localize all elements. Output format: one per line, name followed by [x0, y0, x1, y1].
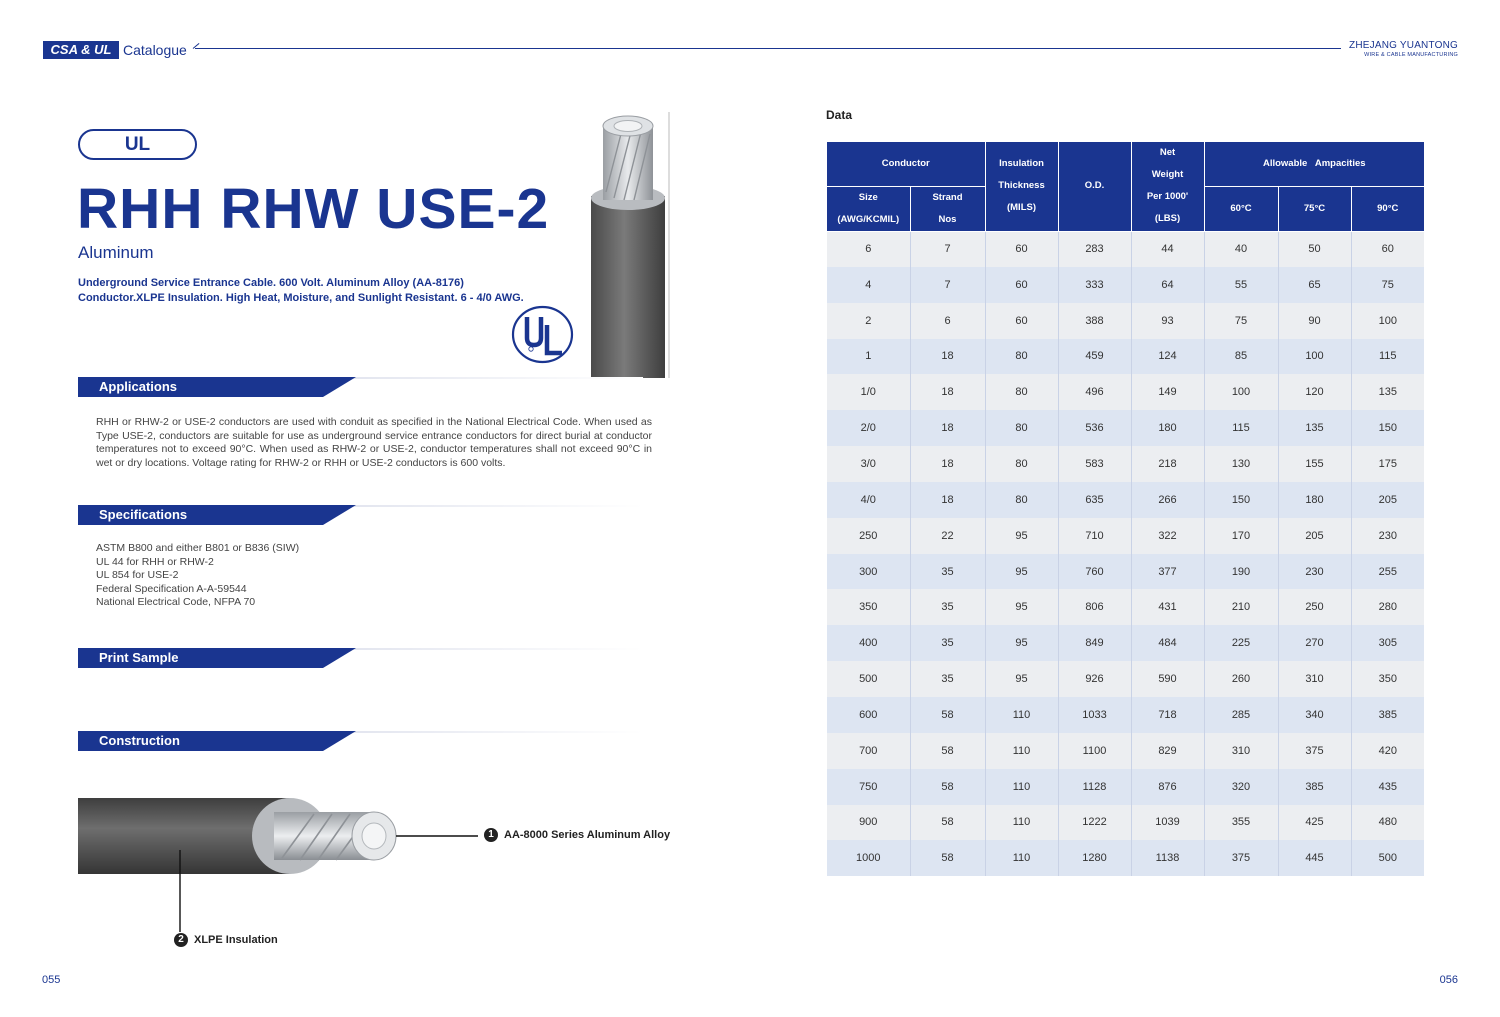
header-line: Size	[858, 191, 878, 203]
table-cell: 180	[1131, 410, 1204, 446]
table-cell: 322	[1131, 518, 1204, 554]
table-cell: 283	[1058, 231, 1131, 267]
description-line: Conductor.XLPE Insulation. High Heat, Moisture, and Sunlight Resistant. 6 - 4/0 AWG.	[78, 292, 524, 304]
table-cell: 280	[1351, 589, 1424, 625]
table-row	[827, 840, 1424, 876]
construction-header	[78, 731, 643, 751]
table-cell: 300	[827, 554, 910, 590]
table-cell: 385	[1278, 769, 1351, 805]
data-table-body	[827, 231, 1424, 876]
table-cell: 2	[827, 303, 910, 339]
table-cell: 95	[985, 625, 1058, 661]
table-cell: 35	[910, 625, 985, 661]
table-cell: 500	[1351, 840, 1424, 876]
table-cell: 110	[985, 733, 1058, 769]
table-cell: 18	[910, 374, 985, 410]
construction-title: Construction	[99, 733, 180, 748]
table-cell: 1100	[1058, 733, 1131, 769]
header-od: O.D.	[1058, 142, 1131, 231]
table-row	[827, 733, 1424, 769]
table-cell: 135	[1278, 410, 1351, 446]
table-cell: 1138	[1131, 840, 1204, 876]
table-cell: 350	[1351, 661, 1424, 697]
table-cell: 388	[1058, 303, 1131, 339]
table-cell: 4/0	[827, 482, 910, 518]
table-row	[827, 589, 1424, 625]
table-cell: 95	[985, 661, 1058, 697]
table-cell: 60	[985, 267, 1058, 303]
applications-text: RHH or RHW-2 or USE-2 conductors are used with conduit as specified in the National Electrical Code. When used as Type USE-2, conductors are suitable for use as underground service entrance conductors for direct burial at conductor temperatures not to exceed 90°C. When used as RHW-2 or USE-2, conductor temperatures shall not exceed 90°C in wet or dry locations. Voltage rating for RHW-2 or RHH or USE-2 conductors is 600 volts.	[96, 416, 652, 469]
table-cell: 900	[827, 805, 910, 841]
table-cell: 18	[910, 446, 985, 482]
header-line: Weight	[1151, 169, 1184, 181]
table-cell: 218	[1131, 446, 1204, 482]
company-logo-text	[1349, 40, 1458, 59]
header-size	[827, 186, 910, 231]
table-cell: 110	[985, 769, 1058, 805]
data-table	[827, 142, 1424, 876]
table-cell: 58	[910, 697, 985, 733]
table-cell: 210	[1204, 589, 1278, 625]
table-cell: 80	[985, 482, 1058, 518]
construction-label-insulation	[174, 933, 278, 947]
table-cell: 2/0	[827, 410, 910, 446]
table-cell: 75	[1351, 267, 1424, 303]
table-cell: 266	[1131, 482, 1204, 518]
table-cell: 60	[1351, 231, 1424, 267]
construction-label-conductor	[484, 828, 670, 842]
table-cell: 270	[1278, 625, 1351, 661]
table-cell: 484	[1131, 625, 1204, 661]
table-cell: 90	[1278, 303, 1351, 339]
table-cell: 333	[1058, 267, 1131, 303]
table-cell: 60	[985, 303, 1058, 339]
table-cell: 1128	[1058, 769, 1131, 805]
catalogue-badge: CSA & UL	[43, 41, 119, 59]
cable-construction-diagram	[78, 794, 678, 954]
page-number-left: 055	[42, 974, 61, 986]
table-cell: 355	[1204, 805, 1278, 841]
table-cell: 135	[1351, 374, 1424, 410]
header-conductor: Conductor	[827, 142, 985, 186]
header-60c: 60°C	[1204, 186, 1278, 231]
table-row	[827, 339, 1424, 375]
spec-item: UL 854 for USE-2	[96, 569, 179, 582]
table-cell: 80	[985, 410, 1058, 446]
table-cell: 600	[827, 697, 910, 733]
table-cell: 710	[1058, 518, 1131, 554]
table-cell: 115	[1204, 410, 1278, 446]
header-75c: 75°C	[1278, 186, 1351, 231]
ul-listed-mark-icon	[511, 305, 574, 364]
cable-photo	[586, 112, 670, 378]
table-cell: 175	[1351, 446, 1424, 482]
product-title: RHH RHW USE-2	[77, 177, 550, 241]
company-name: ZHEJANG YUANTONG	[1349, 40, 1458, 51]
table-cell: 58	[910, 769, 985, 805]
table-cell: 230	[1278, 554, 1351, 590]
table-cell: 420	[1351, 733, 1424, 769]
table-cell: 95	[985, 518, 1058, 554]
table-cell: 100	[1351, 303, 1424, 339]
table-cell: 806	[1058, 589, 1131, 625]
table-cell: 340	[1278, 697, 1351, 733]
table-cell: 285	[1204, 697, 1278, 733]
table-cell: 1000	[827, 840, 910, 876]
table-cell: 431	[1131, 589, 1204, 625]
header-ampacities: Allowable Ampacities	[1204, 142, 1424, 186]
table-cell: 1/0	[827, 374, 910, 410]
table-cell: 3/0	[827, 446, 910, 482]
table-cell: 459	[1058, 339, 1131, 375]
table-cell: 718	[1131, 697, 1204, 733]
table-cell: 4	[827, 267, 910, 303]
table-cell: 110	[985, 805, 1058, 841]
table-cell: 110	[985, 840, 1058, 876]
header-90c: 90°C	[1351, 186, 1424, 231]
table-row	[827, 625, 1424, 661]
table-cell: 260	[1204, 661, 1278, 697]
table-cell: 375	[1204, 840, 1278, 876]
table-cell: 180	[1278, 482, 1351, 518]
header-line: Per 1000'	[1146, 191, 1189, 203]
table-row	[827, 805, 1424, 841]
print-sample-title: Print Sample	[99, 650, 179, 665]
print-sample-header	[78, 648, 643, 668]
company-tagline: WIRE & CABLE MANUFACTURING	[1364, 52, 1458, 58]
table-cell: 64	[1131, 267, 1204, 303]
table-cell: 375	[1278, 733, 1351, 769]
table-row	[827, 374, 1424, 410]
specifications-header	[78, 505, 643, 525]
applications-title: Applications	[99, 379, 178, 394]
description-line: Underground Service Entrance Cable. 600 Volt. Aluminum Alloy (AA-8176)	[78, 277, 464, 289]
table-cell: 849	[1058, 625, 1131, 661]
label-text: XLPE Insulation	[194, 933, 278, 946]
table-cell: 58	[910, 733, 985, 769]
table-cell: 149	[1131, 374, 1204, 410]
table-cell: 829	[1131, 733, 1204, 769]
table-cell: 205	[1278, 518, 1351, 554]
table-cell: 95	[985, 554, 1058, 590]
table-cell: 18	[910, 410, 985, 446]
table-cell: 7	[910, 231, 985, 267]
table-cell: 100	[1204, 374, 1278, 410]
table-row	[827, 554, 1424, 590]
table-cell: 876	[1131, 769, 1204, 805]
header-line: (AWG/KCMIL)	[837, 213, 900, 225]
page-number-right: 056	[1439, 974, 1458, 986]
table-cell: 377	[1131, 554, 1204, 590]
table-cell: 250	[1278, 589, 1351, 625]
header-strand	[910, 186, 985, 231]
table-cell: 445	[1278, 840, 1351, 876]
table-cell: 1033	[1058, 697, 1131, 733]
table-cell: 85	[1204, 339, 1278, 375]
spec-item: ASTM B800 and either B801 or B836 (SIW)	[96, 542, 300, 554]
header-weight	[1131, 142, 1204, 231]
table-cell: 75	[1204, 303, 1278, 339]
table-cell: 1039	[1131, 805, 1204, 841]
table-cell: 425	[1278, 805, 1351, 841]
table-cell: 700	[827, 733, 910, 769]
table-cell: 310	[1204, 733, 1278, 769]
header-line: (MILS)	[1006, 202, 1037, 214]
table-cell: 750	[827, 769, 910, 805]
table-row	[827, 446, 1424, 482]
table-cell: 150	[1204, 482, 1278, 518]
table-row	[827, 410, 1424, 446]
table-row	[827, 661, 1424, 697]
table-row	[827, 769, 1424, 805]
table-cell: 1	[827, 339, 910, 375]
spec-item: UL 44 for RHH or RHW-2	[96, 555, 214, 568]
table-cell: 58	[910, 840, 985, 876]
table-cell: 130	[1204, 446, 1278, 482]
header-line: Strand	[932, 191, 963, 203]
standard-pill: UL	[78, 129, 197, 160]
spec-item: National Electrical Code, NFPA 70	[96, 596, 256, 609]
table-cell: 18	[910, 339, 985, 375]
header-line: Insulation	[999, 158, 1044, 170]
table-cell: 310	[1278, 661, 1351, 697]
table-cell: 55	[1204, 267, 1278, 303]
table-cell: 385	[1351, 697, 1424, 733]
table-row	[827, 231, 1424, 267]
table-cell: 18	[910, 482, 985, 518]
header-line: Thickness	[998, 180, 1045, 192]
table-cell: 35	[910, 589, 985, 625]
label-number-icon: 2	[174, 933, 188, 947]
header-line: Nos	[938, 213, 957, 225]
applications-header	[78, 377, 643, 397]
table-cell: 35	[910, 554, 985, 590]
table-cell: 1280	[1058, 840, 1131, 876]
table-cell: 435	[1351, 769, 1424, 805]
table-cell: 35	[910, 661, 985, 697]
table-cell: 1222	[1058, 805, 1131, 841]
table-cell: 230	[1351, 518, 1424, 554]
table-cell: 320	[1204, 769, 1278, 805]
table-cell: 6	[910, 303, 985, 339]
table-cell: 190	[1204, 554, 1278, 590]
table-row	[827, 303, 1424, 339]
table-cell: 350	[827, 589, 910, 625]
table-cell: 305	[1351, 625, 1424, 661]
table-cell: 496	[1058, 374, 1131, 410]
table-cell: 80	[985, 374, 1058, 410]
table-cell: 50	[1278, 231, 1351, 267]
table-cell: 58	[910, 805, 985, 841]
product-material: Aluminum	[78, 243, 154, 262]
table-cell: 40	[1204, 231, 1278, 267]
header-line: Net	[1159, 147, 1176, 159]
table-row	[827, 267, 1424, 303]
table-row	[827, 697, 1424, 733]
table-cell: 155	[1278, 446, 1351, 482]
table-cell: 590	[1131, 661, 1204, 697]
table-cell: 583	[1058, 446, 1131, 482]
table-cell: 110	[985, 697, 1058, 733]
specifications-title: Specifications	[99, 507, 188, 522]
table-cell: 124	[1131, 339, 1204, 375]
table-cell: 926	[1058, 661, 1131, 697]
table-cell: 635	[1058, 482, 1131, 518]
table-cell: 22	[910, 518, 985, 554]
table-cell: 100	[1278, 339, 1351, 375]
table-row	[827, 518, 1424, 554]
specifications-list	[96, 542, 652, 610]
table-cell: 760	[1058, 554, 1131, 590]
header-line: (LBS)	[1154, 213, 1181, 225]
table-cell: 44	[1131, 231, 1204, 267]
table-cell: 60	[985, 231, 1058, 267]
table-cell: 6	[827, 231, 910, 267]
table-cell: 80	[985, 339, 1058, 375]
table-cell: 65	[1278, 267, 1351, 303]
table-cell: 400	[827, 625, 910, 661]
table-cell: 170	[1204, 518, 1278, 554]
table-cell: 93	[1131, 303, 1204, 339]
table-cell: 500	[827, 661, 910, 697]
table-cell: 150	[1351, 410, 1424, 446]
table-cell: 536	[1058, 410, 1131, 446]
table-cell: 250	[827, 518, 910, 554]
table-cell: 115	[1351, 339, 1424, 375]
table-cell: 205	[1351, 482, 1424, 518]
label-number-icon: 1	[484, 828, 498, 842]
catalogue-label: Catalogue	[123, 42, 187, 58]
product-description	[78, 276, 524, 306]
header-rule	[195, 48, 1341, 49]
spec-item: Federal Specification A-A-59544	[96, 582, 247, 595]
label-text: AA-8000 Series Aluminum Alloy	[504, 828, 671, 841]
table-cell: 95	[985, 589, 1058, 625]
header-insulation	[985, 142, 1058, 231]
table-cell: 225	[1204, 625, 1278, 661]
table-row	[827, 482, 1424, 518]
table-cell: 480	[1351, 805, 1424, 841]
table-cell: 80	[985, 446, 1058, 482]
table-cell: 7	[910, 267, 985, 303]
data-title: Data	[826, 108, 853, 122]
table-cell: 255	[1351, 554, 1424, 590]
table-cell: 120	[1278, 374, 1351, 410]
